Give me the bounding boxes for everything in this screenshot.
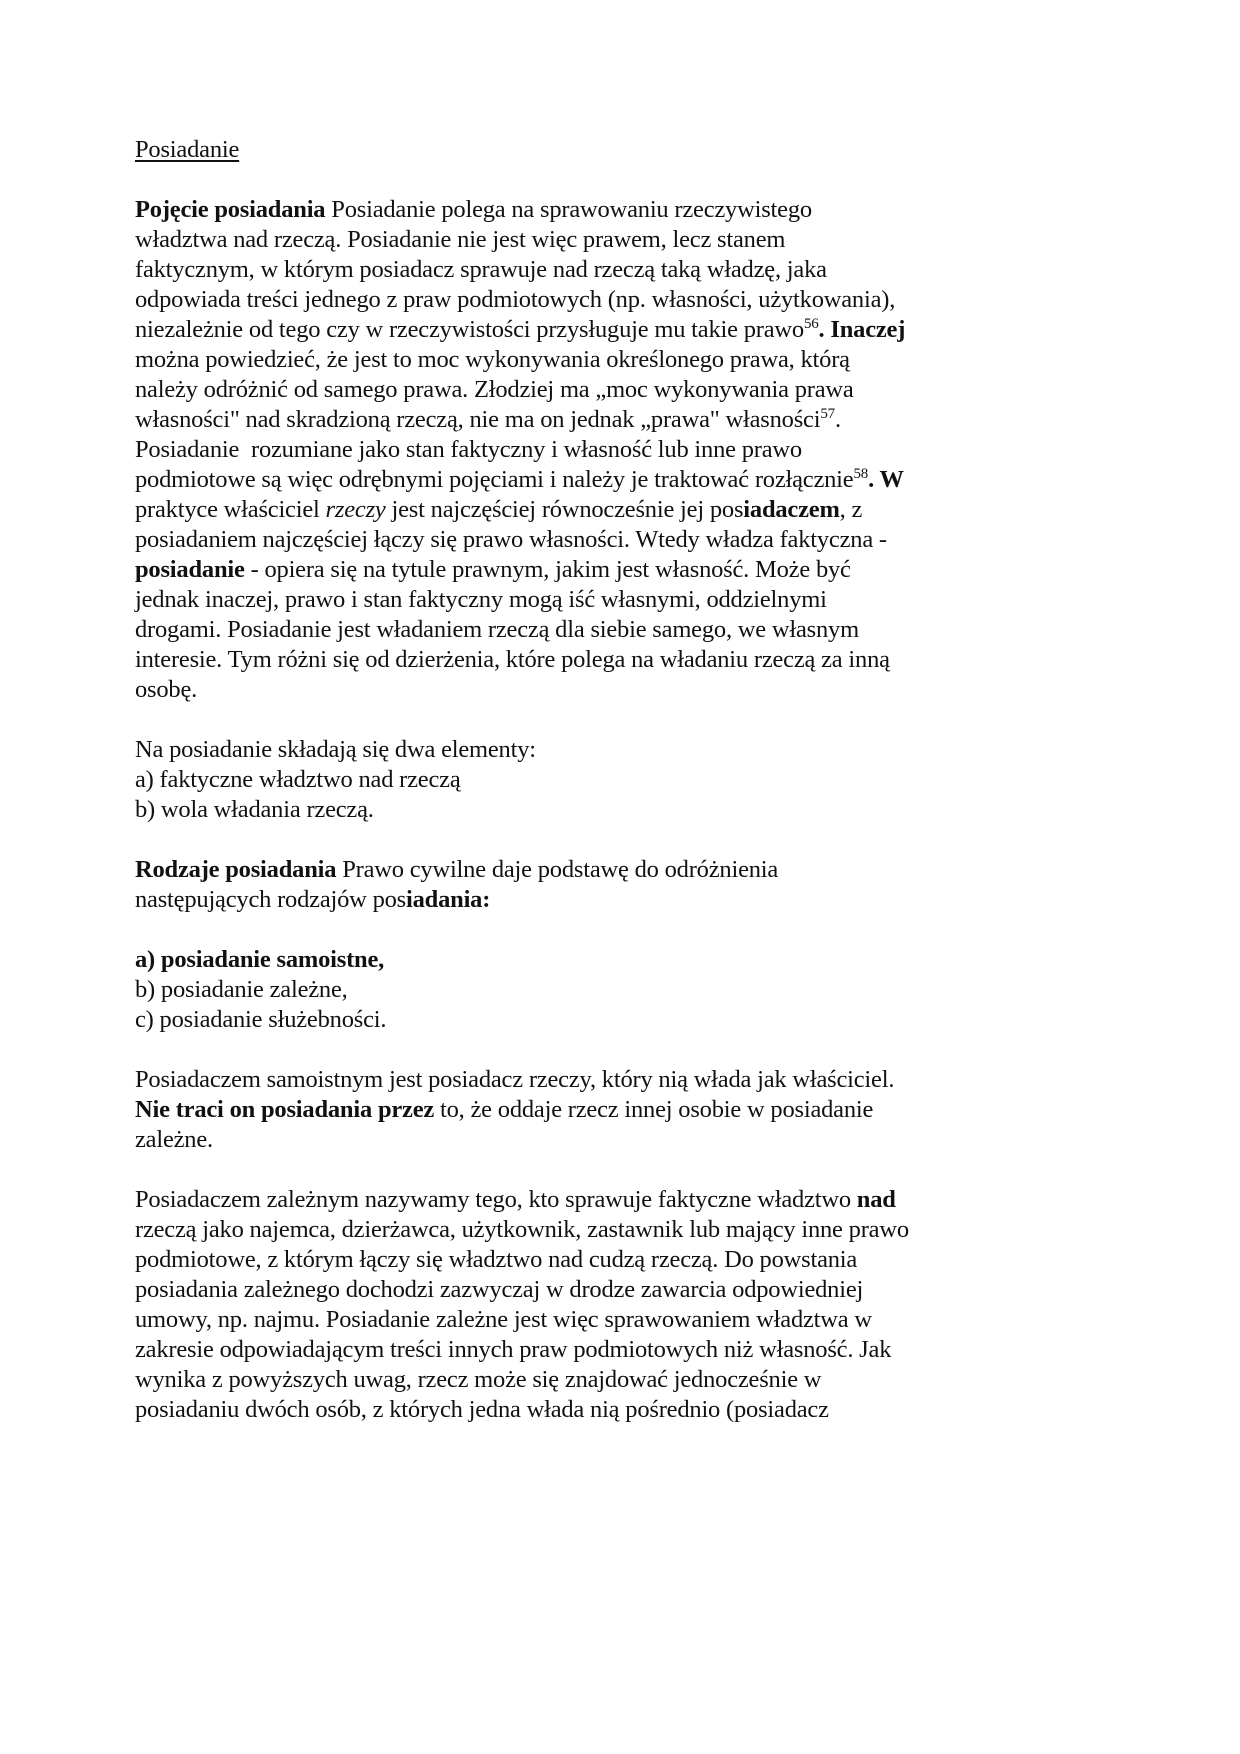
text-line [135, 435, 802, 465]
text-run: drogami. Posiadanie jest władaniem rzeczą dla siebie samego, we własnym [135, 616, 859, 643]
text-run: c) posiadanie służebności. [135, 1006, 387, 1033]
text-line [135, 1305, 872, 1335]
text-line [135, 315, 905, 345]
text-run: - opiera się na tytule prawnym, jakim jest własność. Może być [244, 556, 851, 583]
text-run: można powiedzieć, że jest to moc wykonywania określonego prawa, którą [135, 346, 850, 373]
text-line [135, 225, 785, 255]
text-line [135, 525, 887, 555]
text-run: . Inaczej [818, 316, 906, 343]
text-line [135, 1185, 896, 1215]
text-line [135, 645, 890, 675]
text-run: Posiadanie rozumiane jako stan faktyczny i własność lub inne prawo [135, 436, 802, 463]
footnote-ref: 57 [820, 406, 835, 422]
text-run: . W [868, 466, 904, 493]
text-run: posiadaniem najczęściej łączy się prawo własności. Wtedy władza faktyczna - [135, 526, 887, 553]
text-line [135, 345, 850, 375]
text-run: podmiotowe, z którym łączy się władztwo nad cudzą rzeczą. Do powstania [135, 1246, 858, 1273]
text-run: Posiadaczem samoistnym jest posiadacz rzeczy, który nią włada jak właściciel. [135, 1066, 895, 1093]
document-title: Posiadanie [135, 136, 240, 163]
text-line [135, 1065, 894, 1095]
text-run: następujących rodzajów pos [135, 886, 407, 913]
text-run: Posiadaczem zależnym nazywamy tego, kto sprawuje faktyczne władztwo [135, 1186, 857, 1213]
text-run: własności" nad skradzioną rzeczą, nie ma on jednak „prawa" własności [135, 406, 821, 433]
text-run: a) posiadanie samoistne, [135, 946, 385, 973]
text-line [135, 945, 384, 975]
text-run: posiadanie [135, 556, 245, 583]
text-run: władztwa nad rzeczą. Posiadanie nie jest więc prawem, lecz stanem [135, 226, 786, 253]
text-run: praktyce właściciel [135, 496, 326, 523]
text-run: nad [856, 1186, 896, 1213]
text-run: b) posiadanie zależne, [135, 976, 348, 1003]
text-run: posiadaniu dwóch osób, z których jedna włada nią pośrednio (posiadacz [135, 1396, 829, 1423]
text-run: interesie. Tym różni się od dzierżenia, które polega na władaniu rzeczą za inną [135, 646, 890, 673]
text-line [135, 495, 862, 525]
text-line [135, 1335, 891, 1365]
text-run: umowy, np. najmu. Posiadanie zależne jest więc sprawowaniem władztwa w [135, 1306, 872, 1333]
text-run: Pojęcie posiadania [135, 196, 326, 223]
text-line [135, 1365, 821, 1395]
text-line [135, 975, 348, 1005]
text-run: wynika z powyższych uwag, rzecz może się znajdować jednocześnie w [135, 1366, 822, 1393]
text-run: zależne. [135, 1126, 213, 1153]
text-run: niezależnie od tego czy w rzeczywistości przysługuje mu takie prawo [135, 316, 804, 343]
text-line [135, 1095, 873, 1125]
text-line [135, 1005, 386, 1035]
text-run: rzeczą jako najemca, dzierżawca, użytkownik, zastawnik lub mający inne prawo [135, 1216, 909, 1243]
text-line [135, 885, 490, 915]
text-run: posiadania zależnego dochodzi zazwyczaj w drodze zawarcia odpowiedniej [135, 1276, 864, 1303]
text-run: jednak inaczej, prawo i stan faktyczny mogą iść własnymi, oddzielnymi [135, 586, 827, 613]
text-run: odpowiada treści jednego z praw podmiotowych (np. własności, użytkowania), [135, 286, 896, 313]
text-run: Rodzaje posiadania [135, 856, 337, 883]
elements-item-a: a) faktyczne władztwo nad rzeczą [135, 766, 461, 793]
text-line [135, 615, 859, 645]
text-line [135, 555, 851, 585]
text-run: należy odróżnić od samego prawa. Złodziej ma „moc wykonywania prawa [135, 376, 854, 403]
text-line [135, 465, 904, 495]
footnote-ref: 58 [853, 466, 869, 482]
text-line [135, 405, 841, 435]
text-run: podmiotowe są więc odrębnymi pojęciami i należy je traktować rozłącznie [135, 466, 854, 493]
text-run: iadania: [406, 886, 491, 913]
text-line [135, 255, 827, 285]
text-line [135, 1275, 863, 1305]
text-line [135, 585, 827, 615]
text-run: Prawo cywilne daje podstawę do odróżnienia [336, 856, 779, 883]
text-line [135, 1395, 829, 1425]
text-run: Posiadanie polega na sprawowaniu rzeczywistego [325, 196, 812, 223]
text-run: to, że oddaje rzecz innej osobie w posiadanie [434, 1096, 874, 1123]
text-run: jest najczęściej równocześnie jej pos [385, 496, 744, 523]
text-line [135, 195, 812, 225]
text-line [135, 285, 895, 315]
text-line [135, 855, 778, 885]
text-run: Nie traci on posiadania przez [135, 1096, 435, 1123]
text-run: zakresie odpowiadającym treści innych praw podmiotowych niż własność. Jak [135, 1336, 892, 1363]
elements-item-b: b) wola władania rzeczą. [135, 796, 374, 823]
text-line [135, 375, 854, 405]
text-run: , z [839, 496, 863, 523]
footnote-ref: 56 [803, 316, 819, 332]
text-line [135, 1125, 213, 1155]
text-run: . [834, 406, 841, 433]
text-run: faktycznym, w którym posiadacz sprawuje nad rzeczą taką władzę, jaka [135, 256, 827, 283]
text-line [135, 1245, 857, 1275]
text-run: iadaczem [743, 496, 840, 523]
text-run: rzeczy [325, 496, 386, 523]
text-line [135, 675, 197, 705]
elements-intro: Na posiadanie składają się dwa elementy: [135, 736, 536, 763]
text-run: osobę. [135, 676, 198, 703]
text-line [135, 1215, 909, 1245]
